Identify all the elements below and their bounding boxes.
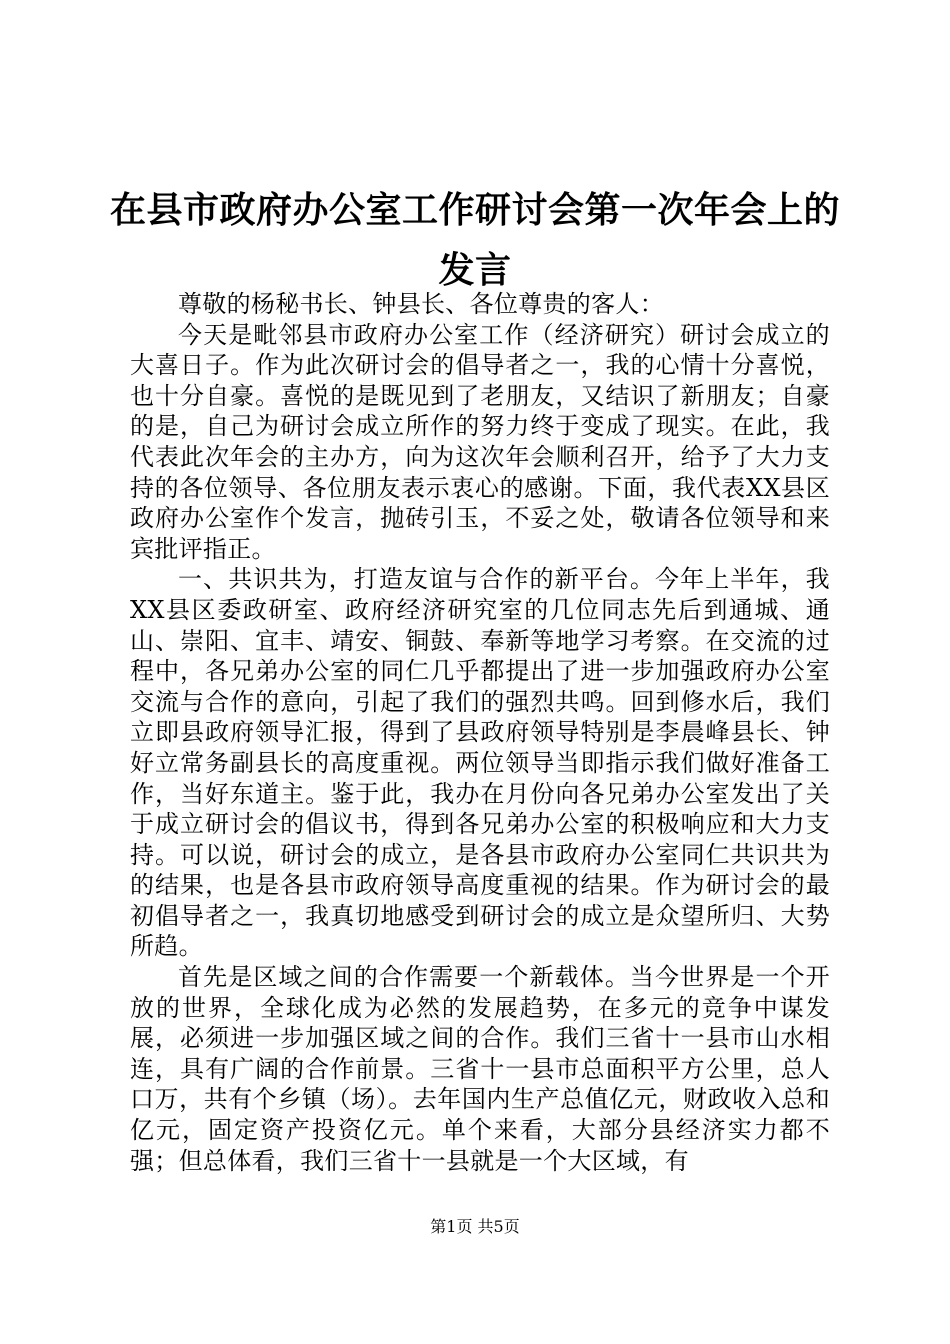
document-title: 在县市政府办公室工作研讨会第一次年会上的发言	[109, 189, 840, 291]
body-paragraph: 一、共识共为，打造友谊与合作的新平台。今年上半年，我XX县区委政研室、政府经济研究室的几位同志先后到通城、通山、崇阳、宜丰、靖安、铜鼓、奉新等地学习考察。在交流的过程中，各兄弟办公室的同仁几乎都提出了进一步加强政府办公室交流与合作的意向，引起了我们的强烈共鸣。回到修水后，我们立即县政府领导汇报，得到了县政府领导特别是李晨峰县长、钟好立常务副县长的高度重视。两位领导当即指示我们做好准备工作，当好东道主。鉴于此，我办在月份向各兄弟办公室发出了关于成立研讨会的倡议书，得到各兄弟办公室的积极响应和大力支持。可以说，研讨会的成立，是各县市政府办公室同仁共识共为的结果，也是各县市政府领导高度重视的结果。作为研讨会的最初倡导者之一，我真切地感受到研讨会的成立是众望所归、大势所趋。	[130, 565, 830, 961]
page-number-footer: 第1页 共5页	[430, 1217, 520, 1236]
body-paragraph: 今天是毗邻县市政府办公室工作（经济研究）研讨会成立的大喜日子。作为此次研讨会的倡导者之一，我的心情十分喜悦，也十分自豪。喜悦的是既见到了老朋友，又结识了新朋友；自豪的是，自己为研讨会成立所作的努力终于变成了现实。在此，我代表此次年会的主办方，向为这次年会顺利召开，给予了大力支持的各位领导、各位朋友表示衷心的感谢。下面，我代表XX县区政府办公室作个发言，抛砖引玉，不妥之处，敬请各位领导和来宾批评指正。	[130, 320, 830, 563]
body-paragraph: 首先是区域之间的合作需要一个新载体。当今世界是一个开放的世界，全球化成为必然的发展趋势，在多元的竞争中谋发展，必须进一步加强区域之间的合作。我们三省十一县市山水相连，具有广阔的合作前景。三省十一县市总面积平方公里，总人口万，共有个乡镇（场）。去年国内生产总值亿元，财政收入总和亿元，固定资产投资亿元。单个来看，大部分县经济实力都不强；但总体看，我们三省十一县就是一个大区域，有	[130, 963, 830, 1175]
document-body	[130, 289, 830, 1176]
salutation-paragraph: 尊敬的杨秘书长、钟县长、各位尊贵的客人：	[178, 290, 664, 318]
